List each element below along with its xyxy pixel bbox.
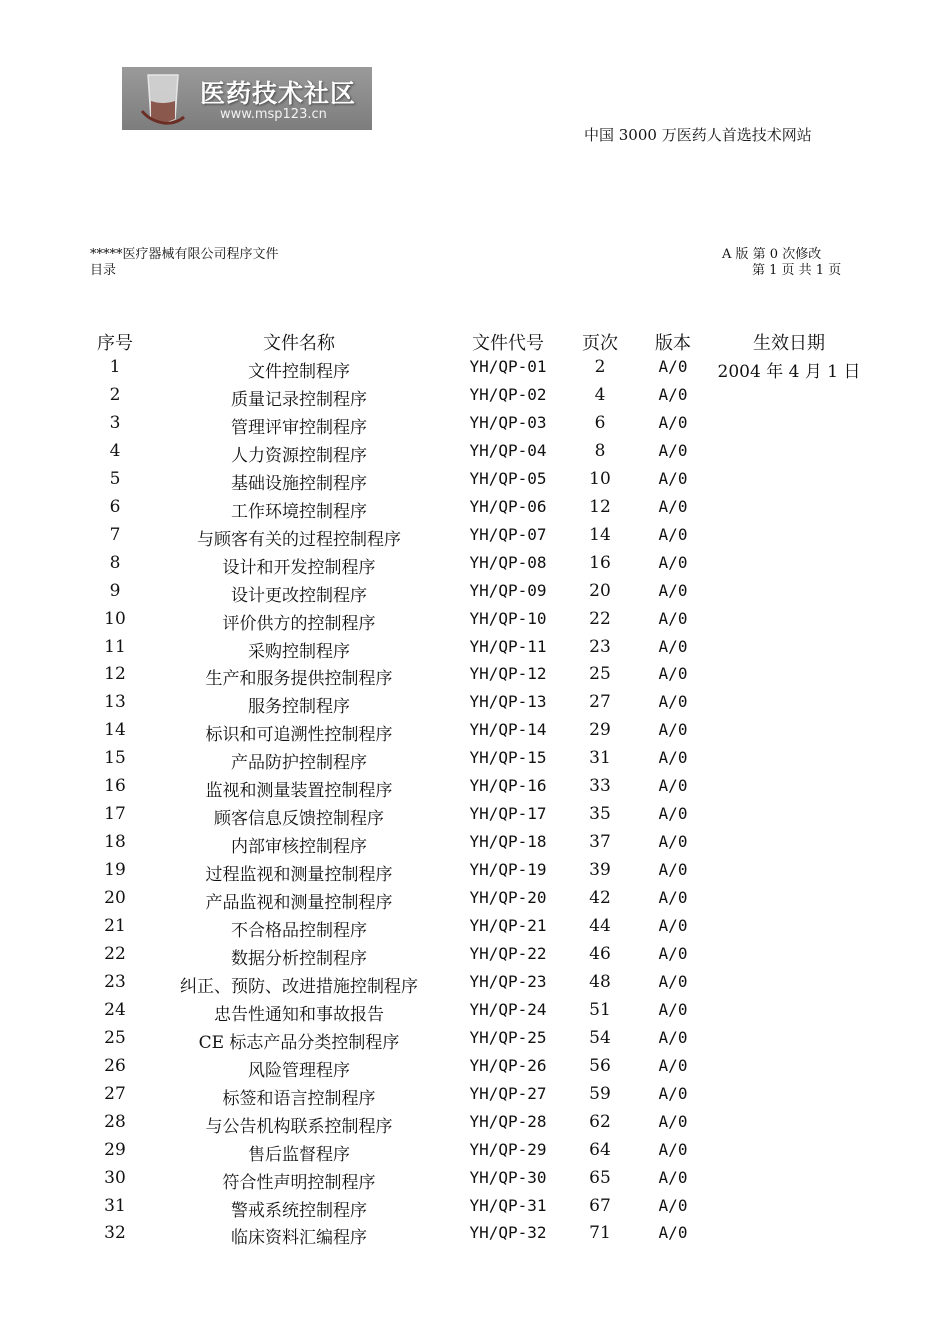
table-row: [0, 441, 950, 467]
cell-name: 内部审核控制程序: [231, 837, 367, 858]
table-row: [0, 357, 950, 383]
cell-name: 人力资源控制程序: [231, 445, 367, 466]
cell-page: 51: [589, 999, 611, 1020]
cell-name: 产品监视和测量控制程序: [205, 893, 393, 914]
cell-code: YH/QP-07: [469, 524, 547, 544]
table-header-row: [0, 329, 950, 355]
table-row: [0, 1000, 950, 1026]
cell-page: 39: [589, 860, 611, 881]
cell-code: YH/QP-28: [469, 1111, 547, 1131]
revision-info: A 版 第 0 次修改: [722, 247, 822, 262]
cell-code: YH/QP-27: [469, 1083, 547, 1103]
cell-seq: 28: [104, 1111, 126, 1132]
cell-name: 标识和可追溯性控制程序: [205, 725, 393, 746]
cell-code: YH/QP-14: [469, 720, 547, 740]
cell-page: 10: [589, 468, 611, 489]
cell-version: A/0: [658, 971, 688, 991]
cell-seq: 11: [104, 636, 126, 657]
cell-seq: 32: [104, 1223, 126, 1244]
table-row: [0, 776, 950, 802]
cell-seq: 12: [104, 664, 126, 685]
table-row: [0, 972, 950, 998]
cell-seq: 23: [104, 971, 126, 992]
cell-seq: 24: [104, 999, 126, 1020]
cell-name: 与顾客有关的过程控制程序: [197, 529, 401, 550]
cell-code: YH/QP-06: [469, 496, 547, 516]
cell-name: 标签和语言控制程序: [222, 1088, 376, 1109]
document-title: 目录: [90, 263, 117, 278]
cell-code: YH/QP-30: [469, 1167, 547, 1187]
cell-code: YH/QP-22: [469, 943, 547, 963]
cell-name: 采购控制程序: [248, 641, 350, 662]
cell-code: YH/QP-03: [469, 412, 547, 432]
cell-code: YH/QP-26: [469, 1055, 547, 1075]
cell-version: A/0: [658, 804, 688, 824]
cell-page: 22: [589, 608, 611, 629]
header-name: 文件名称: [263, 333, 335, 354]
cell-version: A/0: [658, 692, 688, 712]
cell-version: A/0: [658, 943, 688, 963]
cell-page: 71: [589, 1223, 611, 1244]
cell-version: A/0: [658, 720, 688, 740]
cell-seq: 7: [109, 524, 121, 545]
cell-code: YH/QP-18: [469, 832, 547, 852]
cell-code: YH/QP-01: [469, 357, 547, 376]
cell-version: A/0: [658, 384, 688, 404]
cell-name: 售后监督程序: [248, 1144, 350, 1165]
cell-code: YH/QP-15: [469, 748, 547, 768]
table-row: [0, 1056, 950, 1082]
logo-url-text: www.msp123.cn: [220, 107, 327, 122]
cell-code: YH/QP-04: [469, 440, 547, 460]
cell-code: YH/QP-11: [469, 636, 547, 656]
cell-page: 6: [594, 412, 606, 433]
cell-name: 不合格品控制程序: [231, 921, 367, 941]
cell-version: A/0: [658, 1027, 688, 1047]
table-row: [0, 944, 950, 970]
header-version: 版本: [655, 333, 691, 354]
cell-page: 37: [589, 832, 611, 853]
logo-brand-text: 医药技术社区: [200, 79, 357, 108]
table-row: [0, 581, 950, 607]
cell-page: 33: [589, 776, 611, 797]
header-page: 页次: [582, 333, 618, 354]
cell-version: A/0: [658, 1083, 688, 1103]
cell-seq: 26: [104, 1055, 126, 1076]
cell-seq: 9: [109, 580, 121, 601]
cell-code: YH/QP-08: [469, 552, 547, 572]
cell-seq: 6: [109, 496, 121, 517]
cell-name: 过程监视和测量控制程序: [205, 865, 393, 886]
cell-version: A/0: [658, 636, 688, 656]
cell-page: 46: [589, 943, 611, 964]
cell-version: A/0: [658, 664, 688, 684]
cell-page: 56: [589, 1055, 611, 1076]
table-row: [0, 1084, 950, 1110]
cell-name: 管理评审控制程序: [231, 417, 367, 438]
cell-code: YH/QP-17: [469, 804, 547, 824]
cell-name: 监视和测量装置控制程序: [205, 781, 393, 802]
table-row: [0, 413, 950, 439]
cell-version: A/0: [658, 1223, 688, 1243]
table-row: [0, 832, 950, 858]
cell-page: 4: [594, 384, 606, 405]
table-row: [0, 1140, 950, 1166]
header-code: 文件代号: [472, 333, 544, 354]
table-row: [0, 497, 950, 523]
cell-page: 12: [589, 496, 611, 517]
site-logo: [122, 67, 372, 130]
table-row: [0, 1112, 950, 1138]
cell-page: 16: [589, 552, 611, 573]
cell-seq: 2: [109, 384, 121, 405]
cell-page: 23: [589, 636, 611, 657]
cell-seq: 21: [104, 916, 126, 936]
cell-page: 59: [589, 1083, 611, 1104]
cell-code: YH/QP-05: [469, 468, 547, 488]
cell-name: 符合性声明控制程序: [222, 1172, 376, 1193]
cell-page: 42: [589, 888, 611, 909]
cell-seq: 27: [104, 1083, 126, 1104]
cell-name: 服务控制程序: [248, 697, 350, 718]
table-row: [0, 553, 950, 579]
cell-seq: 1: [109, 357, 121, 377]
cell-page: 2: [594, 357, 606, 377]
cell-version: A/0: [658, 1167, 688, 1187]
cell-version: A/0: [658, 357, 688, 376]
cell-name: 工作环境控制程序: [231, 501, 367, 522]
cell-seq: 29: [104, 1139, 126, 1160]
cell-name: 忠告性通知和事故报告: [214, 1004, 384, 1025]
cell-page: 54: [589, 1027, 611, 1048]
cell-seq: 15: [104, 748, 126, 769]
cell-page: 25: [589, 664, 611, 685]
table-row: [0, 1223, 950, 1249]
cell-name: 顾客信息反馈控制程序: [214, 809, 384, 830]
cell-seq: 4: [109, 440, 121, 461]
cell-name: 设计和开发控制程序: [222, 557, 376, 578]
table-row: [0, 1028, 950, 1054]
cell-code: YH/QP-16: [469, 776, 547, 796]
cell-name: CE 标志产品分类控制程序: [198, 1032, 400, 1053]
table-row: [0, 664, 950, 690]
cell-name: 风险管理程序: [248, 1060, 350, 1081]
cell-page: 31: [589, 748, 611, 769]
cell-seq: 3: [109, 412, 121, 433]
cell-version: A/0: [658, 1055, 688, 1075]
table-row: [0, 720, 950, 746]
cell-version: A/0: [658, 496, 688, 516]
table-row: [0, 385, 950, 411]
cell-seq: 14: [104, 720, 126, 741]
cell-seq: 19: [104, 860, 126, 881]
cell-code: YH/QP-13: [469, 692, 547, 712]
cell-version: A/0: [658, 1111, 688, 1131]
cell-version: A/0: [658, 1195, 688, 1215]
cell-seq: 8: [109, 552, 121, 573]
cell-version: A/0: [658, 608, 688, 628]
cell-seq: 13: [104, 692, 126, 713]
cell-code: YH/QP-24: [469, 999, 547, 1019]
cell-seq: 25: [104, 1027, 126, 1048]
cell-version: A/0: [658, 468, 688, 488]
page-info: 第 1 页 共 1 页: [752, 263, 842, 278]
cell-name: 生产和服务提供控制程序: [205, 669, 393, 690]
cell-version: A/0: [658, 440, 688, 460]
table-row: [0, 637, 950, 663]
cell-name: 临床资料汇编程序: [231, 1228, 367, 1249]
cell-code: YH/QP-31: [469, 1195, 547, 1215]
cell-seq: 10: [104, 608, 126, 629]
cell-version: A/0: [658, 860, 688, 880]
cell-name: 文件控制程序: [248, 362, 350, 382]
cell-page: 65: [589, 1167, 611, 1188]
cell-page: 48: [589, 971, 611, 992]
header-seq: 序号: [97, 333, 133, 354]
cell-code: YH/QP-29: [469, 1139, 547, 1159]
cell-code: YH/QP-25: [469, 1027, 547, 1047]
cell-name: 评价供方的控制程序: [222, 613, 376, 634]
cell-version: A/0: [658, 776, 688, 796]
cell-name: 基础设施控制程序: [231, 473, 367, 494]
cell-seq: 20: [104, 888, 126, 909]
cell-version: A/0: [658, 888, 688, 908]
company-document-title: *****医疗器械有限公司程序文件: [90, 247, 279, 262]
cell-version: A/0: [658, 580, 688, 600]
cell-version: A/0: [658, 748, 688, 768]
cell-page: 35: [589, 804, 611, 825]
cell-name: 设计更改控制程序: [231, 585, 367, 606]
cell-version: A/0: [658, 999, 688, 1019]
cell-seq: 5: [109, 468, 121, 489]
cell-code: YH/QP-12: [469, 664, 547, 684]
table-row: [0, 804, 950, 830]
cell-version: A/0: [658, 916, 688, 935]
cell-page: 20: [589, 580, 611, 601]
cell-version: A/0: [658, 832, 688, 852]
cell-code: YH/QP-23: [469, 971, 547, 991]
table-row: [0, 860, 950, 886]
cell-name: 质量记录控制程序: [231, 389, 367, 410]
table-row: [0, 525, 950, 551]
cell-seq: 22: [104, 943, 126, 964]
table-row: [0, 916, 950, 942]
cell-name: 与公告机构联系控制程序: [205, 1116, 393, 1137]
glass-cup-icon: [140, 71, 186, 127]
cell-code: YH/QP-09: [469, 580, 547, 600]
cell-page: 62: [589, 1111, 611, 1132]
cell-page: 27: [589, 692, 611, 713]
cell-seq: 17: [104, 804, 126, 825]
site-slogan: 中国 3000 万医药人首选技术网站: [584, 126, 812, 144]
cell-name: 数据分析控制程序: [231, 948, 367, 969]
cell-effective-date: 2004 年 4 月 1 日: [717, 362, 861, 382]
cell-code: YH/QP-10: [469, 608, 547, 628]
header-effective-date: 生效日期: [753, 333, 825, 354]
cell-code: YH/QP-19: [469, 860, 547, 880]
cell-seq: 18: [104, 832, 126, 853]
cell-page: 14: [589, 524, 611, 545]
table-row: [0, 748, 950, 774]
table-row: [0, 469, 950, 495]
cell-code: YH/QP-20: [469, 888, 547, 908]
cell-seq: 30: [104, 1167, 126, 1188]
cell-version: A/0: [658, 412, 688, 432]
table-row: [0, 888, 950, 914]
cell-code: YH/QP-21: [469, 916, 547, 935]
cell-version: A/0: [658, 1139, 688, 1159]
cell-version: A/0: [658, 524, 688, 544]
table-row: [0, 1196, 950, 1222]
cell-page: 64: [589, 1139, 611, 1160]
cell-seq: 31: [104, 1195, 126, 1216]
table-row: [0, 1168, 950, 1194]
cell-page: 8: [594, 440, 606, 461]
cell-name: 警戒系统控制程序: [231, 1200, 367, 1221]
cell-page: 44: [589, 916, 611, 936]
cell-code: YH/QP-32: [469, 1223, 547, 1243]
table-row: [0, 692, 950, 718]
cell-name: 产品防护控制程序: [231, 753, 367, 774]
table-row: [0, 609, 950, 635]
cell-code: YH/QP-02: [469, 384, 547, 404]
cell-name: 纠正、预防、改进措施控制程序: [180, 976, 418, 997]
cell-version: A/0: [658, 552, 688, 572]
cell-seq: 16: [104, 776, 126, 797]
cell-page: 67: [589, 1195, 611, 1216]
cell-page: 29: [589, 720, 611, 741]
